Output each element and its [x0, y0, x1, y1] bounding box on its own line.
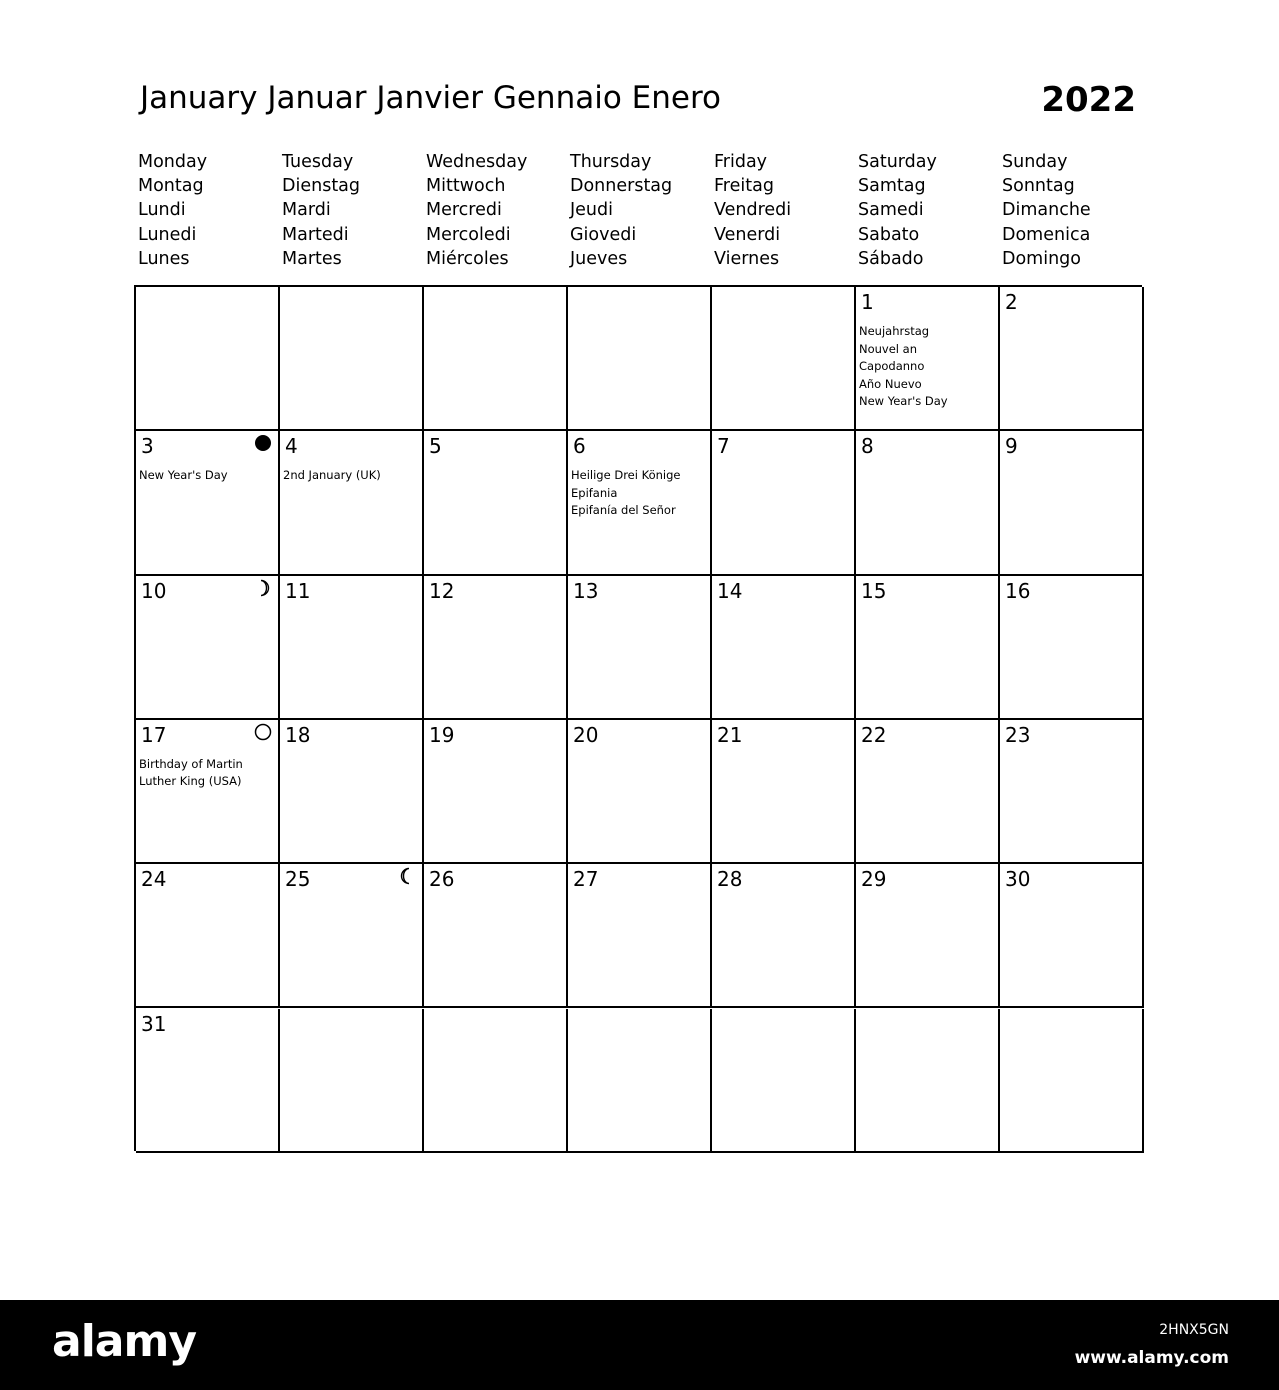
- weekday-name: Samtag: [858, 176, 926, 197]
- weekday-name: Mardi: [282, 200, 331, 221]
- day-number: 21: [717, 722, 743, 747]
- holiday-list: [571, 467, 680, 520]
- day-number: 2: [1005, 290, 1018, 314]
- empty-cell: [568, 1009, 712, 1153]
- brand-logo: alamy: [52, 1316, 196, 1367]
- weekday-name: Mercredi: [426, 200, 502, 221]
- day-cell: [712, 864, 856, 1008]
- day-cell: [856, 864, 1000, 1008]
- day-number: 15: [861, 578, 887, 603]
- day-number: 31: [141, 1011, 167, 1036]
- day-cell: [136, 576, 280, 720]
- weekday-column: [714, 150, 858, 271]
- day-cell: [568, 864, 712, 1008]
- empty-cell: [856, 1009, 1000, 1153]
- weekday-name: Martes: [282, 248, 342, 269]
- weekday-name: Freitag: [714, 176, 774, 197]
- weekday-name: Lundi: [138, 200, 186, 221]
- day-number: 19: [429, 722, 455, 747]
- day-cell: [568, 576, 712, 720]
- first-quarter-icon: [254, 579, 272, 597]
- day-cell: [424, 576, 568, 720]
- holiday-label: Epifania: [571, 485, 618, 500]
- weekday-name: Saturday: [858, 152, 937, 172]
- day-number: 10: [141, 578, 167, 603]
- day-number: 7: [717, 434, 730, 459]
- weekday-name: Sabato: [858, 224, 920, 245]
- weekday-column: [282, 150, 426, 271]
- day-number: 14: [717, 578, 743, 603]
- weekday-name: Mercoledi: [426, 224, 511, 245]
- weekday-name: Thursday: [570, 152, 652, 172]
- empty-cell: [1000, 1009, 1144, 1153]
- day-cell: [136, 720, 280, 864]
- empty-cell: [712, 287, 856, 431]
- day-cell: [1000, 720, 1144, 864]
- day-number: 13: [573, 578, 599, 603]
- day-cell: [136, 864, 280, 1008]
- day-cell: [136, 1009, 280, 1153]
- day-number: 1: [861, 290, 874, 314]
- holiday-label: Nouvel an: [859, 341, 917, 356]
- weekday-name: Friday: [714, 152, 768, 172]
- empty-cell: [136, 287, 280, 431]
- weekday-name: Miércoles: [426, 248, 509, 269]
- holiday-list: [859, 323, 948, 411]
- weekday-name: Sonntag: [1002, 176, 1075, 197]
- holiday-label: Neujahrstag: [859, 324, 930, 338]
- day-cell: [424, 431, 568, 575]
- day-cell: [712, 576, 856, 720]
- weekday-name: Jeudi: [570, 200, 613, 221]
- day-number: 30: [1005, 867, 1031, 892]
- day-cell: [1000, 431, 1144, 575]
- day-cell: [568, 720, 712, 864]
- day-cell: [280, 576, 424, 720]
- weekday-name: Lunedi: [138, 224, 197, 245]
- weekday-column: [570, 150, 714, 271]
- weekday-name: Donnerstag: [570, 176, 673, 197]
- holiday-label: Capodanno: [859, 359, 925, 373]
- weekday-header: [0, 150, 1279, 275]
- full-moon-icon: [254, 723, 272, 741]
- day-number: 9: [1005, 434, 1018, 459]
- holiday-label: New Year's Day: [859, 394, 948, 408]
- day-cell: [568, 431, 712, 575]
- weekday-name: Venerdi: [714, 224, 781, 245]
- day-cell: [280, 864, 424, 1008]
- holiday-label: 2nd January (UK): [283, 468, 381, 483]
- empty-cell: [712, 1009, 856, 1153]
- day-number: 5: [429, 434, 442, 459]
- day-number: 18: [285, 722, 311, 747]
- day-cell: [1000, 287, 1144, 431]
- weekday-name: Martedi: [282, 224, 349, 245]
- day-cell: [856, 576, 1000, 720]
- weekday-name: Domingo: [1002, 248, 1081, 269]
- holiday-label: Heilige Drei Könige: [571, 468, 681, 483]
- empty-cell: [424, 287, 568, 431]
- weekday-name: Giovedi: [570, 224, 637, 245]
- day-cell: [856, 287, 1000, 431]
- day-number: 29: [861, 867, 887, 892]
- image-id: 2HNX5GN: [1159, 1322, 1229, 1338]
- day-cell: [424, 720, 568, 864]
- weekday-column: [858, 150, 1002, 271]
- day-cell: [280, 431, 424, 575]
- weekday-column: [138, 150, 282, 271]
- weekday-name: Jueves: [570, 248, 628, 269]
- day-cell: [280, 720, 424, 864]
- holiday-list: [283, 467, 381, 485]
- watermark-bar: [0, 1300, 1279, 1390]
- empty-cell: [424, 1009, 568, 1153]
- holiday-list: [139, 756, 243, 791]
- day-cell: [136, 431, 280, 575]
- day-number: 11: [285, 578, 311, 603]
- day-number: 28: [717, 867, 743, 892]
- day-number: 3: [141, 434, 154, 459]
- holiday-label: New Year's Day: [139, 468, 228, 483]
- last-quarter-icon: [398, 867, 416, 885]
- holiday-label: Epifanía del Señor: [571, 503, 676, 518]
- weekday-name: Mittwoch: [426, 176, 506, 197]
- empty-cell: [280, 287, 424, 431]
- day-cell: [1000, 576, 1144, 720]
- day-cell: [856, 431, 1000, 575]
- weekday-name: Wednesday: [426, 152, 528, 172]
- holiday-list: [139, 467, 228, 485]
- day-cell: [856, 720, 1000, 864]
- holiday-label: Año Nuevo: [859, 376, 922, 391]
- day-number: 24: [141, 867, 167, 892]
- weekday-name: Dienstag: [282, 176, 361, 197]
- day-number: 16: [1005, 578, 1031, 603]
- empty-cell: [280, 1009, 424, 1153]
- weekday-name: Monday: [138, 152, 208, 172]
- month-title: January Januar Janvier Gennaio Enero: [140, 80, 721, 116]
- day-number: 4: [285, 434, 298, 459]
- site-url: www.alamy.com: [1074, 1348, 1229, 1368]
- weekday-name: Montag: [138, 176, 204, 197]
- day-number: 8: [861, 434, 874, 459]
- weekday-name: Lunes: [138, 248, 190, 269]
- day-number: 12: [429, 578, 455, 603]
- day-cell: [712, 720, 856, 864]
- year-label: 2022: [1041, 80, 1136, 120]
- weekday-name: Dimanche: [1002, 200, 1091, 221]
- day-number: 6: [573, 434, 586, 459]
- new-moon-icon: [254, 434, 272, 452]
- weekday-name: Viernes: [714, 248, 780, 269]
- calendar-grid: [134, 285, 1142, 1151]
- day-number: 22: [861, 722, 887, 747]
- day-number: 17: [141, 722, 167, 747]
- weekday-name: Domenica: [1002, 224, 1091, 245]
- weekday-name: Tuesday: [282, 152, 354, 172]
- holiday-label: Luther King (USA): [139, 774, 242, 789]
- weekday-column: [1002, 150, 1146, 271]
- day-number: 20: [573, 722, 599, 747]
- weekday-name: Sábado: [858, 248, 924, 269]
- weekday-name: Sunday: [1002, 152, 1068, 172]
- weekday-column: [426, 150, 570, 271]
- day-number: 23: [1005, 722, 1031, 747]
- weekday-name: Samedi: [858, 200, 924, 221]
- day-cell: [424, 864, 568, 1008]
- holiday-label: Birthday of Martin: [139, 756, 243, 771]
- day-number: 27: [573, 867, 599, 892]
- day-cell: [712, 431, 856, 575]
- weekday-name: Vendredi: [714, 200, 792, 221]
- day-cell: [1000, 864, 1144, 1008]
- empty-cell: [568, 287, 712, 431]
- day-number: 26: [429, 867, 455, 892]
- day-number: 25: [285, 867, 311, 892]
